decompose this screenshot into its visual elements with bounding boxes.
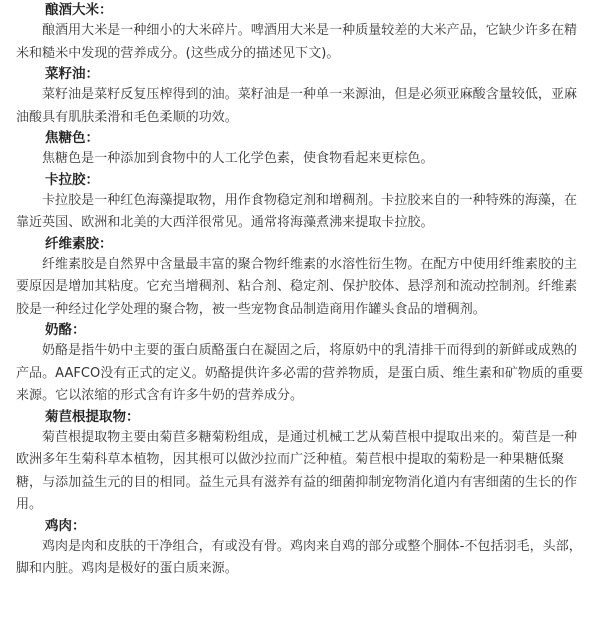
entry-term: 焦糖色： <box>45 130 99 146</box>
entry-chicken <box>16 517 584 581</box>
entry-term: 菊苣根提取物： <box>45 408 140 425</box>
entry-description: 纤维素胶是自然界中含量最丰富的聚合物纤维素的水溶性衍生物。在配方中使用纤维素胶的主要原因是增加其粘度。它充当增稠剂、粘合剂、稳定剂、保护胶体、悬浮剂和流动控制剂。纤维素胶是一种经过化学处理的聚合物，被一些宠物食品制造商用作罐头食品的增稠剂。 <box>16 256 578 317</box>
entry-term: 菜籽油： <box>45 66 99 82</box>
entry-term: 纤维素胶： <box>45 235 113 252</box>
entry-brewers-rice <box>16 0 584 65</box>
entry-caramel-color <box>16 129 584 171</box>
entry-canola-oil <box>16 65 584 129</box>
entry-term: 奶酪： <box>45 322 86 338</box>
entry-term: 酿酒大米： <box>45 2 113 18</box>
entry-cheese <box>16 321 584 408</box>
entry-description: 焦糖色是一种添加到食物中的人工化学色素，使食物看起来更棕色。 <box>42 151 434 166</box>
entry-chicory-root-extract <box>16 408 584 517</box>
entry-description: 菜籽油是菜籽反复压榨得到的油。菜籽油是一种单一来源油，但是必须亚麻酸含量较低，亚麻油酸具有肌肤柔滑和毛色柔顺的功效。 <box>16 87 578 125</box>
entry-description: 卡拉胶是一种红色海藻提取物，用作食物稳定剂和增稠剂。卡拉胶来自的一种特殊的海藻，在靠近英国、欧洲和北美的大西洋很常见。通常将海藻煮沸来提取卡拉胶。 <box>16 192 578 230</box>
entry-cellulose-gum <box>16 235 584 322</box>
entry-description: 鸡肉是肉和皮肤的干净组合，有或没有骨。鸡肉来自鸡的部分或整个胴体-不包括羽毛，头部，脚和内脏。鸡肉是极好的蛋白质来源。 <box>16 538 582 576</box>
entry-term: 卡拉胶： <box>45 171 99 188</box>
entry-carrageenan <box>16 171 584 235</box>
entry-description: 酿酒用大米是一种细小的大米碎片。啤酒用大米是一种质量较差的大米产品，它缺少许多在精米和糙米中发现的营养成分。(这些成分的描述见下文)。 <box>16 23 578 61</box>
entry-description: 奶酪是指牛奶中主要的蛋白质酪蛋白在凝固之后，将原奶中的乳清排干而得到的新鲜或成熟的产品。AAFCO没有正式的定义。奶酪提供许多必需的营养物质，是蛋白质、维生素和矿物质的重要来源。它以浓缩的形式含有许多牛奶的营养成分。 <box>16 343 584 403</box>
entry-description: 菊苣根提取物主要由菊苣多糖菊粉组成，是通过机械工艺从菊苣根中提取出来的。菊苣是一种欧洲多年生菊科草本植物，因其根可以做沙拉而广泛种植。菊苣根中提取的菊粉是一种果糖低聚糖，与添加益生元的目的相同。益生元具有滋养有益的细菌抑制宠物消化道内有害细菌的生长的作用。 <box>16 429 578 512</box>
entry-term: 鸡肉： <box>45 517 86 534</box>
